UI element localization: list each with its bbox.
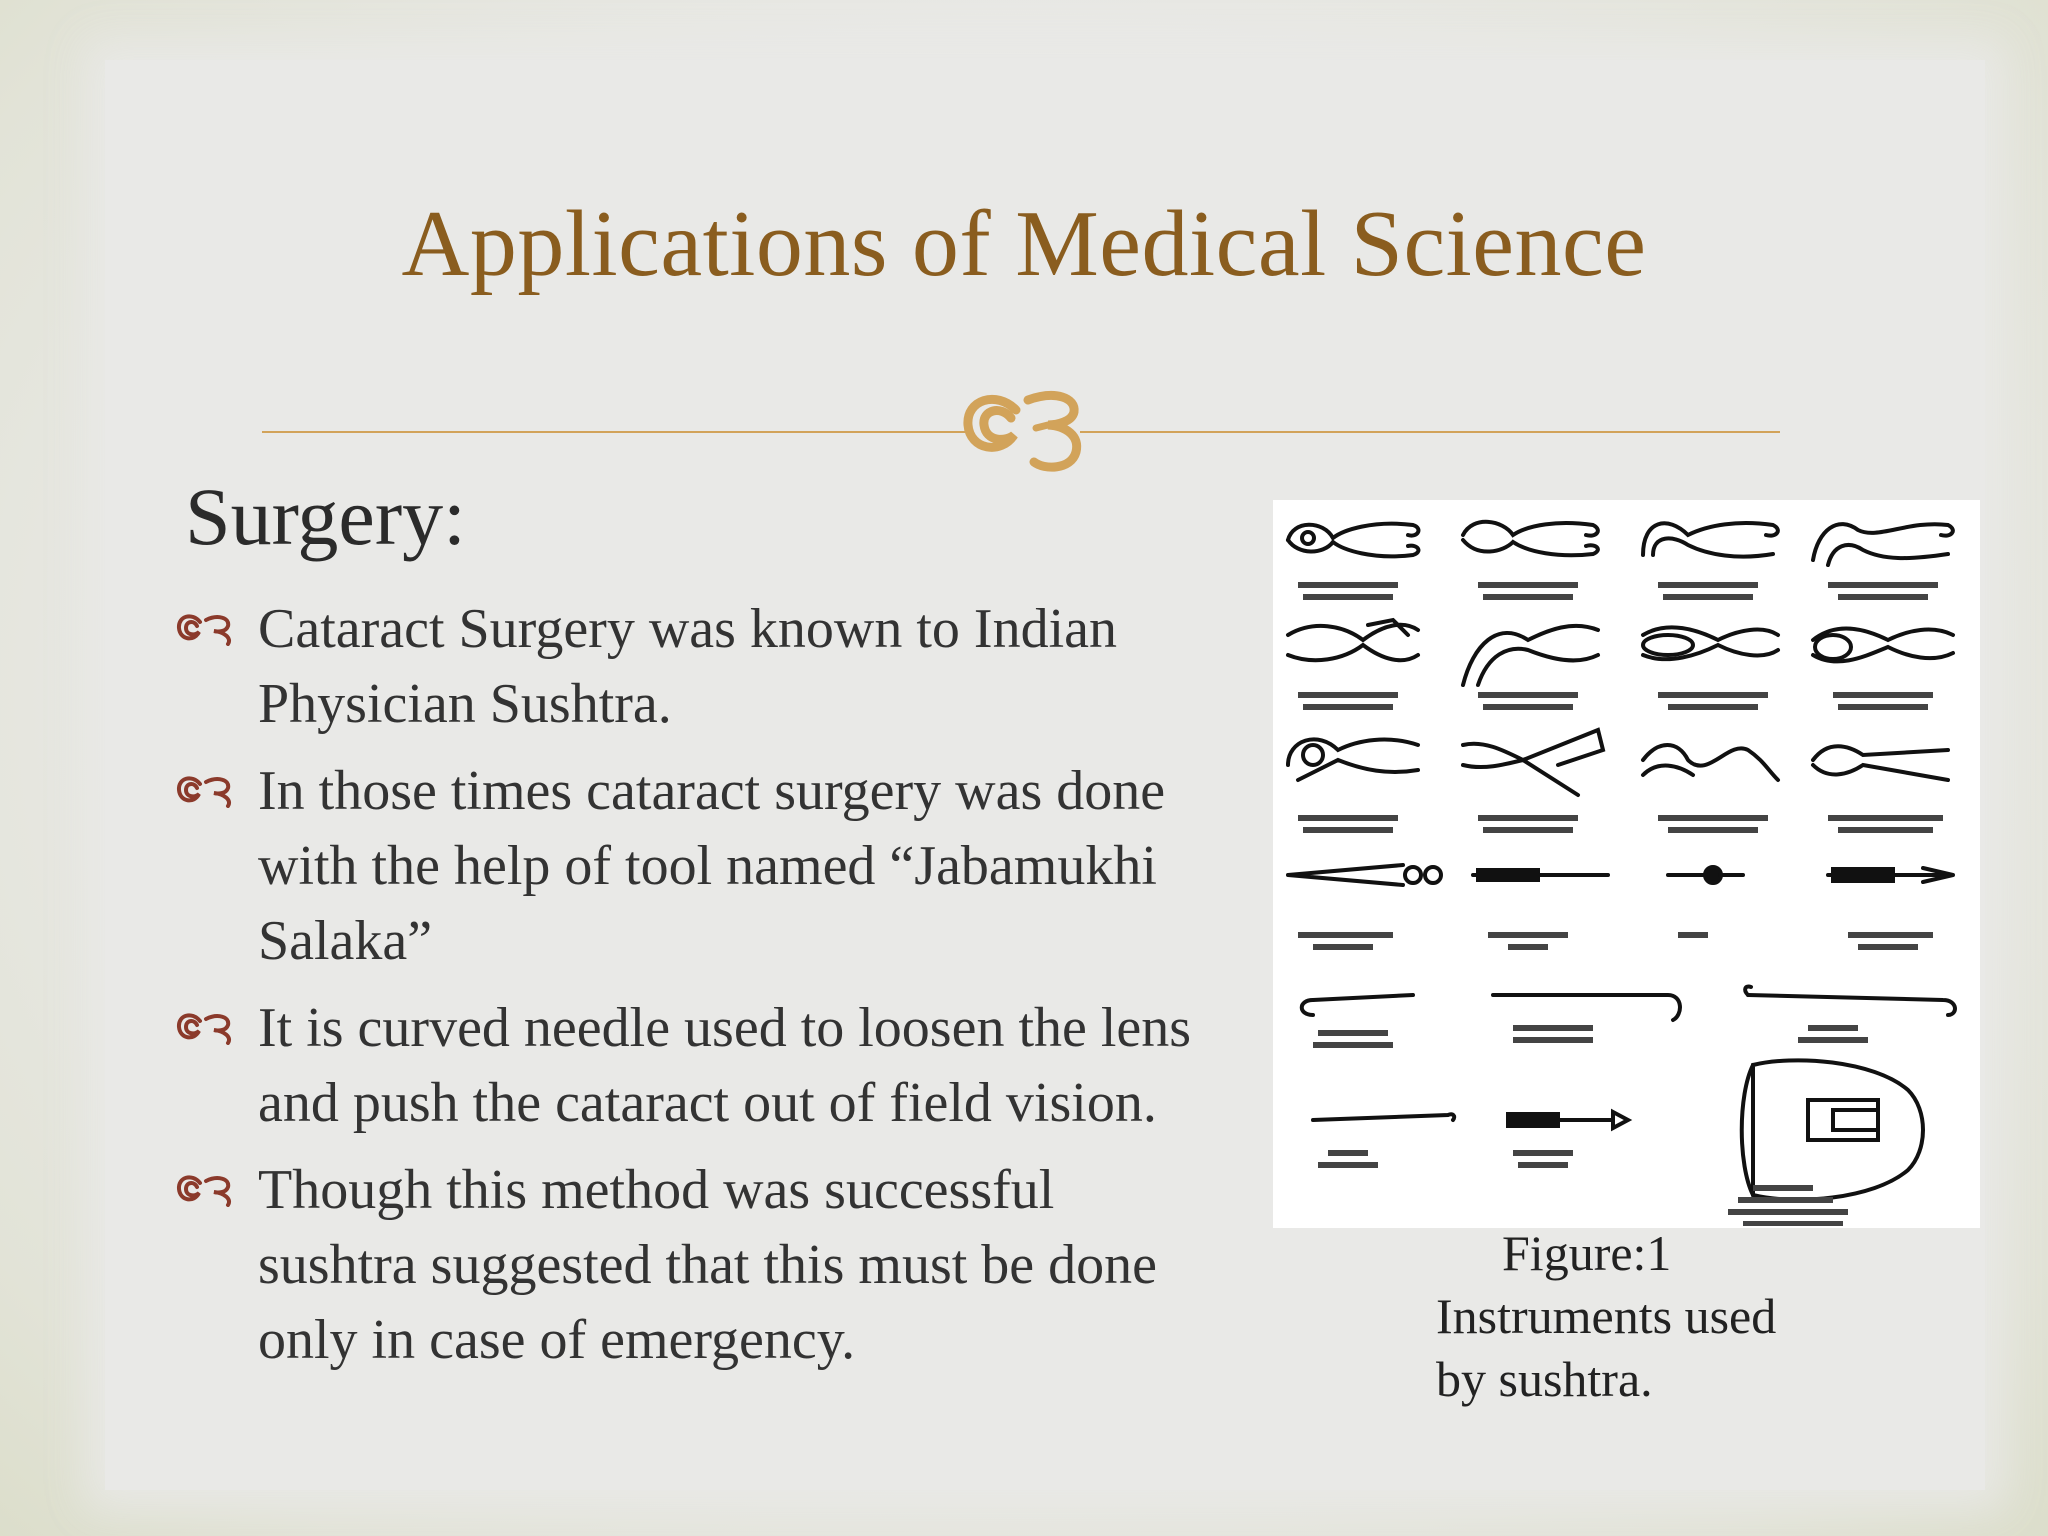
forceps-drawing [1288,620,1418,660]
probe-drawing [1473,870,1608,880]
hook-drawing [1493,995,1680,1020]
hook-drawing [1302,995,1413,1015]
bullet-scroll-icon [174,1171,236,1207]
forceps-drawing [1643,523,1778,557]
bullet-scroll-icon [174,772,236,808]
forceps-drawing [1463,730,1603,795]
forceps-drawing [1813,628,1953,661]
instruments-drawing [1273,500,1980,1228]
bullet-item [170,754,1210,979]
forceps-drawing [1643,745,1778,780]
divider-rule-left [262,431,972,433]
figure-caption-text: by sushtra. [1436,1351,1653,1407]
slide-title: Applications of Medical Science [401,192,1647,296]
bullet-scroll-icon [174,1009,236,1045]
bullet-item [170,991,1210,1141]
forceps-drawing [1813,524,1953,565]
flourish-icon [956,370,1096,480]
bullet-text: It is curved needle used to loosen the lens and push the cataract out of field vision. [258,997,1192,1134]
figure-caption-number: Figure:1 [1502,1225,1672,1281]
bullet-text: In those times cataract surgery was done with the help of tool named “Jabamukhi Salaka” [258,760,1166,972]
bullet-text: Cataract Surgery was known to Indian Physician Sushtra. [258,598,1117,735]
probe-drawing [1828,868,1953,882]
forceps-drawing [1463,626,1598,685]
section-heading: Surgery: [185,471,466,562]
forceps-drawing [1288,524,1418,557]
bullet-item [170,1153,1210,1378]
surgical-instruments-illustration [1273,500,1980,1228]
bullet-item [170,592,1210,742]
probe-drawing [1508,1112,1628,1128]
forceps-drawing [1463,522,1598,555]
bullet-list [170,592,1210,1390]
bullet-text: Though this method was successful sushtra suggested that this must be done only in case of emergency. [258,1159,1158,1371]
probe-drawing [1668,867,1743,883]
hook-drawing [1745,987,1955,1015]
scissors-drawing [1288,865,1441,885]
speculum-drawing [1742,1060,1923,1199]
figure-caption [1436,1222,1856,1411]
probe-drawing [1313,1114,1454,1120]
divider-rule-right [1080,431,1780,433]
forceps-drawing [1643,627,1778,659]
figure-caption-text: Instruments used [1436,1288,1777,1344]
forceps-drawing [1813,746,1948,780]
bullet-scroll-icon [174,610,236,646]
forceps-drawing [1288,739,1418,780]
